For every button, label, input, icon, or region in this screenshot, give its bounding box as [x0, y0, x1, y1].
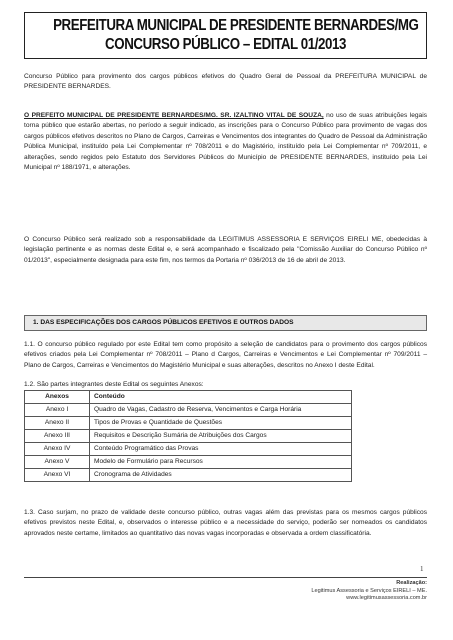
section-1-heading: 1. DAS ESPECIFICAÇÕES DOS CARGOS PÚBLICOS EFETIVOS E OUTROS DADOS — [24, 315, 427, 331]
footer-realizacao-label: Realização: — [396, 580, 427, 586]
table-cell: Anexo VI — [25, 469, 90, 482]
table-row — [25, 404, 352, 417]
realizacao-paragraph: O Concurso Público será realizado sob a responsabilidade da LEGITIMUS ASSESSORIA E SERVIÇOS EIRELI ME, obedecidas à legislação pertinente e as normas deste Edital e, e será acompanhado e fiscalizado pela "Comissão Auxiliar do Concurso Público nº 01/2013", especialmente designada para este fim, nos termos da Portaria nº 036/2013 de 16 de abril de 2013. — [24, 236, 427, 264]
title-box — [24, 12, 427, 59]
title-line-1: PREFEITURA MUNICIPAL DE PRESIDENTE BERNARDES/MG — [53, 17, 419, 34]
title-line-2: CONCURSO PÚBLICO – EDITAL 01/2013 — [105, 36, 346, 53]
paragraph-1-3: 1.3. Caso surjam, no prazo de validade deste concurso público, outras vagas além das previstas para os mesmos cargos públicos efetivos previstos neste Edital, e, observados o interesse público e a necessidade do serviço, poderão ser nomeados os candidatos aprovados neste certame, limitados ao quantitativo das novas vagas incorporadas e observada a ordem classificatória. — [24, 509, 427, 537]
intro-paragraph: Concurso Público para provimento dos cargos públicos efetivos do Quadro Geral de Pessoal da PREFEITURA MUNICIPAL de PRESIDENTE BERNARDES. — [24, 73, 427, 91]
paragraph-1-2: 1.2. São partes integrantes deste Edital os seguintes Anexos: — [24, 381, 204, 388]
table-row — [25, 417, 352, 430]
table-cell: Tipos de Provas e Quantidade de Questões — [90, 417, 352, 430]
table-cell: Cronograma de Atividades — [90, 469, 352, 482]
footer-divider — [24, 577, 427, 578]
table-cell: Requisitos e Descrição Sumária de Atribuições dos Cargos — [90, 430, 352, 443]
table-cell: Quadro de Vagas, Cadastro de Reserva, Vencimentos e Carga Horária — [90, 404, 352, 417]
table-cell: Conteúdo Programático das Provas — [90, 443, 352, 456]
table-row — [25, 456, 352, 469]
table-cell: Anexo II — [25, 417, 90, 430]
footer-company: Legitimus Assessoria e Serviços EIRELI – ME. — [311, 587, 427, 594]
prefeito-body: no uso de suas atribuições legais torna público que estarão abertas, no período a seguir indicado, as inscrições para o Concurso Público para provimento de vagas dos cargos públicos efetivos descritos no Plano de Cargos, Carreiras e Vencimentos dos integrantes do Quadro de Pessoal da Administração Pública Municipal, instituído pela Lei Complementar nº 708/2011 e do Magistério, instituído pela Lei Complementar nº 709/2011, e alterações, sendo regidos pelo Estatuto dos Servidores Públicos do Município de PRESIDENTE BERNARDES, instituído pela Lei Municipal nº 188/1971, e alterações. — [24, 112, 427, 172]
prefeito-lead: O PREFEITO MUNICIPAL DE PRESIDENTE BERNARDES/MG. SR. IZALTINO VITAL DE SOUZA, — [24, 112, 324, 119]
paragraph-1-1: 1.1. O concurso público regulado por este Edital tem como propósito a seleção de candidatos para o provimento dos cargos públicos efetivos criados pela Lei Complementar nº 708/2011 – Plano d Cargos, Carreiras e Vencimentos e Lei Complementar nº 709/2011 – Plano de Cargos, Carreiras e Vencimentos do Magistério Municipal e suas alterações, descritos no Anexo I deste Edital. — [24, 341, 427, 369]
table-header: Anexos — [25, 391, 90, 404]
prefeito-paragraph — [24, 111, 427, 173]
table-row — [25, 443, 352, 456]
table-header-row — [25, 391, 352, 404]
footer-website[interactable]: www.legitimusassessoria.com.br — [346, 595, 427, 602]
table-cell: Anexo V — [25, 456, 90, 469]
annex-table — [24, 390, 352, 482]
table-cell: Anexo I — [25, 404, 90, 417]
table-row — [25, 430, 352, 443]
table-header: Conteúdo — [90, 391, 352, 404]
page-number: 1 — [420, 565, 424, 573]
table-cell: Modelo de Formulário para Recursos — [90, 456, 352, 469]
table-row — [25, 469, 352, 482]
table-cell: Anexo IV — [25, 443, 90, 456]
footer — [311, 580, 427, 603]
table-cell: Anexo III — [25, 430, 90, 443]
